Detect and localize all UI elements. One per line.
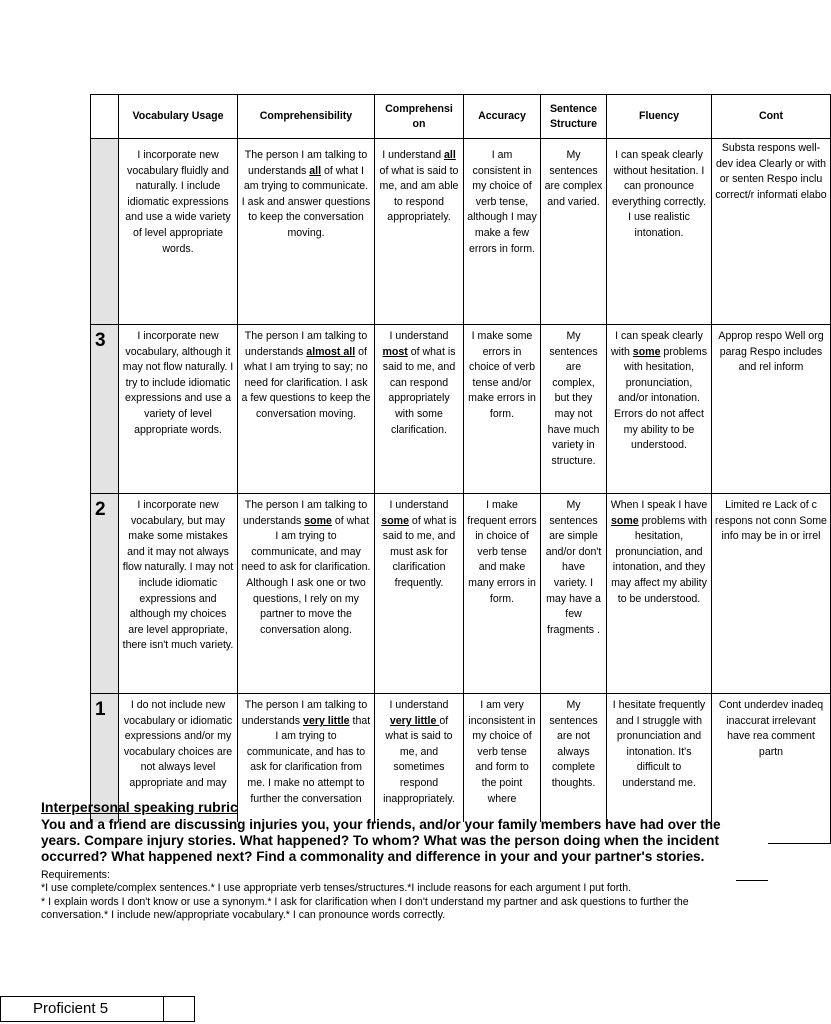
comprehension-cell: I understand most of what is said to me, and can respond appropriately with some clarification. (375, 325, 464, 494)
header-fluency: Fluency (607, 95, 712, 139)
content-cell: Substa respons well-dev idea Clearly or with or senten Respo inclu correct/r informati elabo (712, 139, 831, 325)
comprehension-cell: I understand very little of what is said to me, and sometimes respond inappropriately. (375, 694, 464, 844)
table-row (91, 139, 831, 325)
vocabulary-cell: I incorporate new vocabulary, but may make some mistakes and it may not always flow naturally. I may not include idiomatic expressions and although my choices are level appropriate, there isn't much variety. (119, 494, 238, 694)
fluency-cell: When I speak I have some problems with hesitation, pronunciation, and intonation, and they may affect my ability to be understood. (607, 494, 712, 694)
comprehensibility-cell: The person I am talking to understands almost all of what I am trying to say; no need for clarification. I ask a few questions to keep the conversation moving. (238, 325, 375, 494)
score-cell: 2 (91, 494, 119, 694)
vocabulary-cell: I incorporate new vocabulary, although it may not flow naturally. I try to include idiomatic expressions and use a variety of level appropriate words. (119, 325, 238, 494)
header-row (91, 95, 831, 139)
requirements-label: Requirements: (41, 869, 110, 881)
header-content: Cont (712, 95, 831, 139)
score-cell: 3 (91, 325, 119, 494)
content-cell: Limited re Lack of c respons not conn Some info may be in or irrel (712, 494, 831, 694)
fluency-cell: I can speak clearly with some problems with hesitation, pronunciation, and/or intonation. Errors do not affect my ability to be understood. (607, 325, 712, 494)
header-vocabulary-usage: Vocabulary Usage (119, 95, 238, 139)
header-accuracy: Accuracy (464, 95, 541, 139)
proficient-score-box[interactable] (163, 996, 195, 1022)
sentence-structure-cell: My sentences are complex, but they may not have much variety in structure. (541, 325, 607, 494)
sentence-structure-cell: My sentences are simple and/or don't have variety. I may have a few fragments . (541, 494, 607, 694)
prompt-section (41, 799, 741, 923)
accuracy-cell: I make frequent errors in choice of verb tense and make many errors in form. (464, 494, 541, 694)
header-sentence-structure: Sentence Structure (541, 95, 607, 139)
vocabulary-cell: I incorporate new vocabulary fluidly and naturally. I include idiomatic expressions and use a wide variety of level appropriate words. (119, 139, 238, 325)
header-score (91, 95, 119, 139)
comprehensibility-cell: The person I am talking to understands all of what I am trying to communicate. I ask and answer questions to keep the conversation moving. (238, 139, 375, 325)
prompt-body: You and a friend are discussing injuries you, your friends, and/or your family members have had over the years. Compare injury stories. What happened? To whom? What was the person doing when the incident occurred? What happened next? Find a commonality and difference in your and your partner's stories. (41, 817, 721, 864)
content-cell: Approp respo Well org parag Respo includes and rel inform (712, 325, 831, 494)
comprehension-cell: I understand all of what is said to me, and am able to respond appropriately. (375, 139, 464, 325)
sentence-structure-cell: My sentences are not always complete thoughts. (541, 694, 607, 844)
sentence-structure-cell: My sentences are complex and varied. (541, 139, 607, 325)
table-row (91, 325, 831, 494)
fluency-cell: I can speak clearly without hesitation. I can pronounce everything correctly. I use realistic intonation. (607, 139, 712, 325)
header-comprehensibility: Comprehensibility (238, 95, 375, 139)
proficient-label-box (0, 996, 195, 1023)
rubric-table-container (90, 94, 827, 822)
score-cell: 1 (91, 694, 119, 844)
accuracy-cell: I am very inconsistent in my choice of verb tense and form to the point where (464, 694, 541, 844)
content-cell: Cont underdev inadeq inaccurat irrelevant have rea comment partn (712, 694, 831, 844)
requirements-line-1: *I use complete/complex sentences.* I use appropriate verb tenses/structures.*I include reasons for each argument I put forth. (41, 882, 632, 894)
rubric-table (90, 94, 831, 844)
vocabulary-cell: I do not include new vocabulary or idiomatic expressions and/or my vocabulary choices are not always level appropriate and may (119, 694, 238, 844)
prompt-title: Interpersonal speaking rubric (41, 799, 238, 815)
requirements-line-2: * I explain words I don't know or use a synonym.* I ask for clarification when I don't understand my partner and ask questions to further the conversation.* I include new/appropriate vocabulary.* I can pronounce words correctly. (41, 895, 689, 921)
comprehensibility-cell: The person I am talking to understands some of what I am trying to communicate, and may need to ask for clarification. Although I ask one or two questions, I rely on my partner to move the conversation along. (238, 494, 375, 694)
fluency-cell: I hesitate frequently and I struggle with pronunciation and intonation. It's difficult to understand me. (607, 694, 712, 844)
comprehension-cell: I understand some of what is said to me, and must ask for clarification frequently. (375, 494, 464, 694)
header-comprehension: Comprehensi on (375, 95, 464, 139)
signature-line (736, 880, 768, 881)
accuracy-cell: I make some errors in choice of verb tense and/or make errors in form. (464, 325, 541, 494)
score-cell (91, 139, 119, 325)
comprehensibility-cell: The person I am talking to understands very little that I am trying to communicate, and has to ask for clarification from me. I make no attempt to further the conversation (238, 694, 375, 844)
accuracy-cell: I am consistent in my choice of verb tense, although I may make a few errors in form. (464, 139, 541, 325)
table-row (91, 494, 831, 694)
proficient-label: Proficient 5 (0, 996, 164, 1022)
